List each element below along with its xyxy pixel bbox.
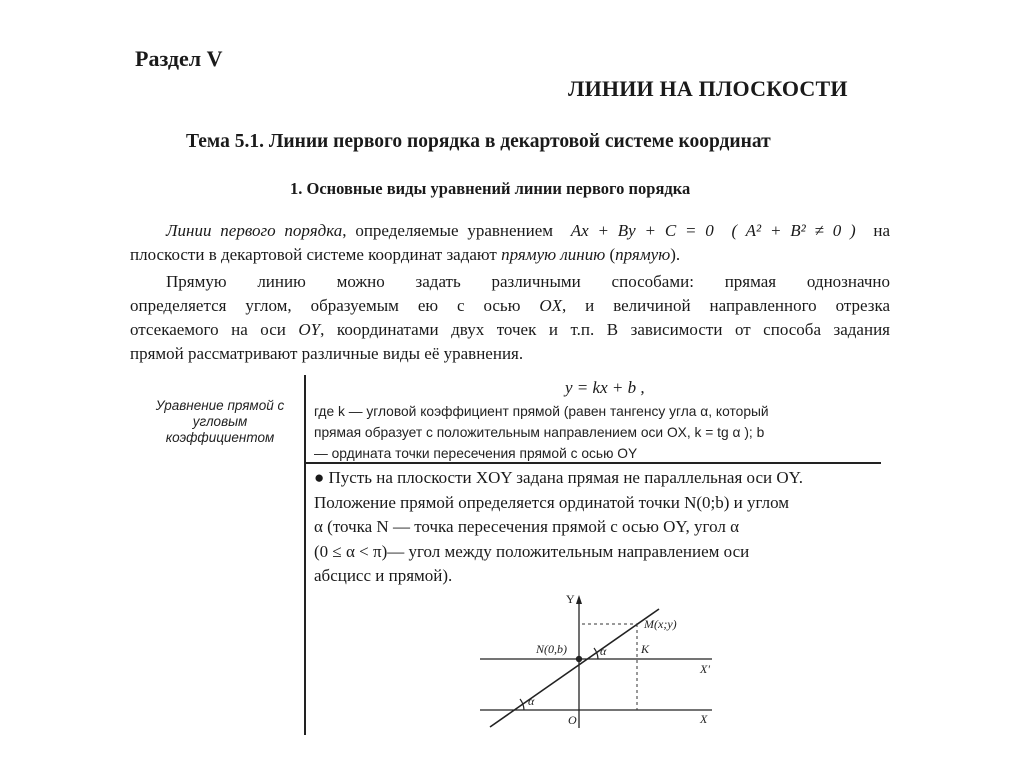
p2-line2-a: определяется углом, образуемым ею с осью — [130, 296, 540, 315]
term-first-order-lines: Линии первого порядка — [166, 221, 343, 240]
term-straight-line: прямую линию — [501, 245, 606, 264]
label-o: O — [568, 713, 577, 727]
intro-line2-end: ). — [670, 245, 681, 264]
y-axis-arrow — [576, 595, 582, 604]
bullet-line-2: Положение прямой определяется ординатой точки N(0;b) и углом — [314, 492, 790, 512]
subsection-title: 1. Основные виды уравнений линии первого порядка — [290, 179, 691, 198]
section-label: Раздел V — [135, 46, 223, 71]
label-y: Y — [566, 592, 575, 606]
axis-ox: OX — [539, 296, 562, 315]
intro-line2-mid: ( — [605, 245, 616, 264]
desc-line-2: прямая образует с положительным направлением оси OX, k = tg α ); b — [314, 425, 765, 440]
equation-condition: ( A² + B² ≠ 0 ) — [731, 221, 856, 240]
desc-line-1: где k — угловой коэффициент прямой (равен тангенсу угла α, который — [314, 404, 769, 419]
term-line: прямую — [615, 245, 671, 264]
table-left-label: Уравнение прямой с угловым коэффициентом — [155, 398, 285, 445]
general-equation: Ax + By + C = 0 — [570, 221, 714, 240]
bullet-line-5: абсцисс и прямой). — [314, 566, 453, 585]
p2-line3-a: отсекаемого на оси — [130, 320, 299, 339]
intro-text: , определяемые уравнением — [342, 221, 554, 240]
p2-line-1: Прямую линию можно задать различными способами: прямая однозначно — [166, 272, 890, 291]
intro-line2-start: плоскости в декартовой системе координат задают — [130, 245, 502, 264]
point-n — [576, 656, 582, 662]
label-x-prime: X' — [700, 662, 710, 676]
label-m: M(x;y) — [644, 617, 677, 631]
p2-line-4: прямой рассматривают различные виды её уравнения. — [130, 344, 524, 363]
p2-line2-b: , и величиной направленного отрезка — [562, 296, 891, 315]
chapter-title: ЛИНИИ НА ПЛОСКОСТИ — [568, 76, 848, 101]
label-alpha-top: α — [600, 644, 607, 658]
p2-line3-b: , координатами двух точек и т.п. В зависимости от способа задания — [320, 320, 890, 339]
intro-line-end: на — [873, 221, 891, 240]
label-n: N(0,b) — [536, 642, 567, 656]
axis-oy: OY — [298, 320, 321, 339]
bullet-line-1: ● Пусть на плоскости XOY задана прямая не параллельная оси OY. — [314, 468, 803, 487]
label-alpha-bottom: α — [528, 694, 535, 708]
topic-title: Тема 5.1. Линии первого порядка в декартовой системе координат — [186, 131, 771, 152]
main-line — [490, 609, 659, 727]
bullet-line-4: (0 ≤ α < π)— угол между положительным направлением оси — [314, 541, 750, 561]
bullet-line-3: α (точка N — точка пересечения прямой с осью OY, угол α — [314, 517, 739, 536]
desc-line-3: — ордината точки пересечения прямой с осью OY — [314, 446, 638, 461]
label-k: K — [641, 642, 650, 656]
label-x: X — [700, 712, 708, 726]
slope-formula: y = kx + b , — [565, 378, 645, 397]
